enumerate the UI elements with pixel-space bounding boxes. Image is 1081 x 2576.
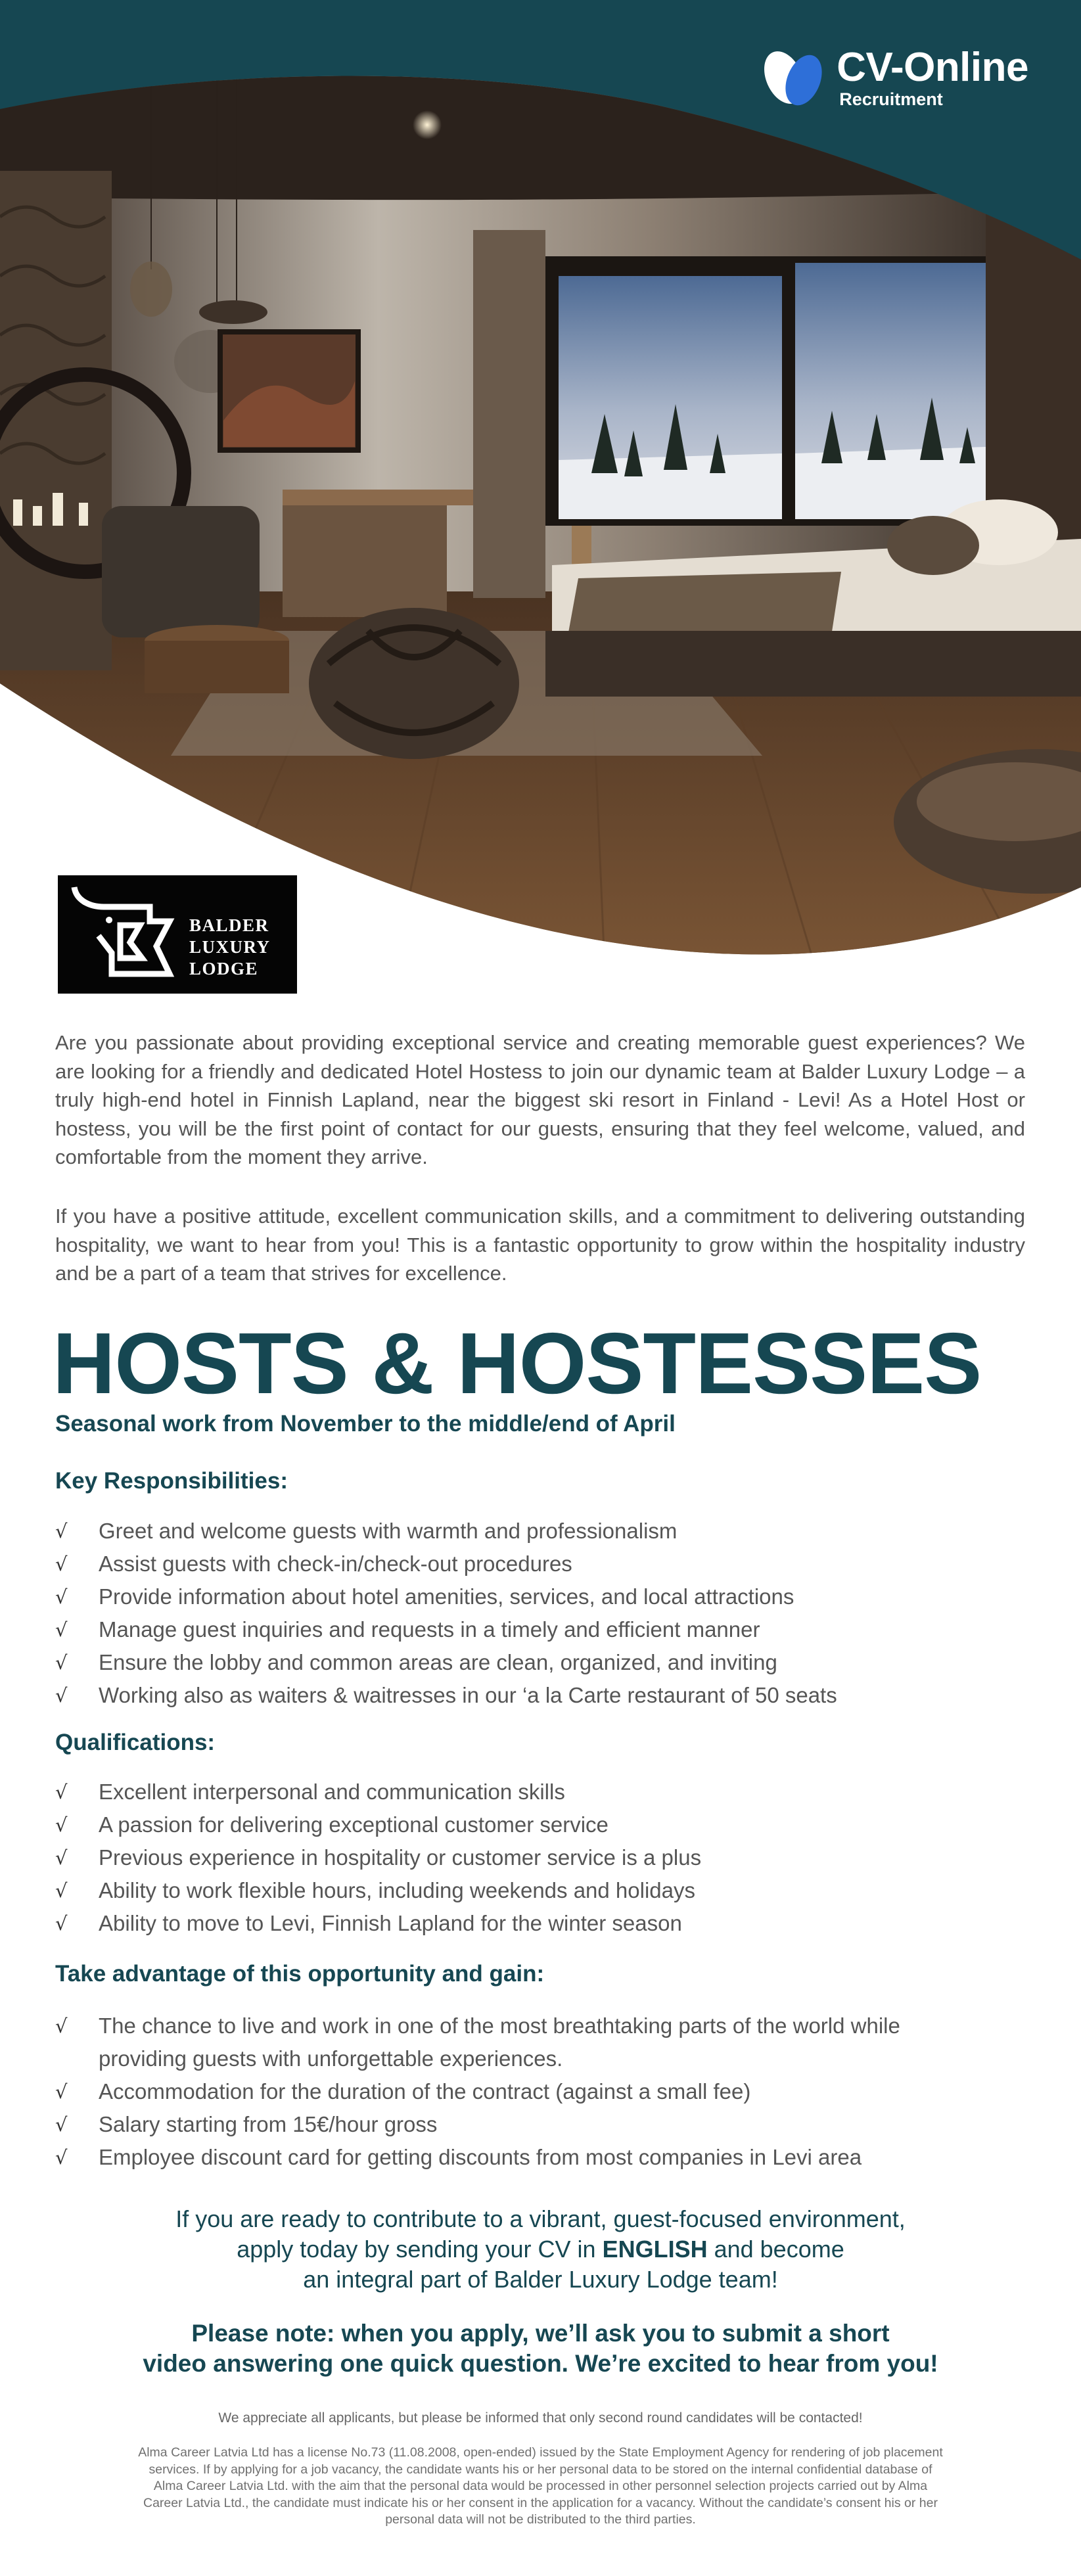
responsibilities-heading: Key Responsibilities:	[55, 1468, 288, 1494]
list-item-text: Ability to work flexible hours, including weekends and holidays	[99, 1878, 695, 1902]
video-note	[0, 2318, 1081, 2379]
list-item	[55, 1580, 988, 1613]
intro-paragraph-2: If you have a positive attitude, excellent communication skills, and a commitment to delivering outstanding hospitality, we want to hear from you! This is a fantastic opportunity to grow within the hospitality industry and be a part of a team that strives for excellence.	[55, 1205, 1025, 1285]
list-item	[55, 2108, 988, 2141]
list-item-text: Previous experience in hospitality or customer service is a plus	[99, 1845, 702, 1870]
brand-name: CV-Online	[837, 45, 1028, 90]
list-item-text: Accommodation for the duration of the contract (against a small fee)	[99, 2079, 751, 2104]
legal-line-1: Alma Career Latvia Ltd has a license No.73 (11.08.2008, open-ended) issued by the State Employment Agency for rendering of job placement	[138, 2445, 943, 2460]
check-icon: √	[55, 1814, 68, 1836]
job-title: HOSTS & HOSTESSES	[53, 1315, 982, 1412]
list-item	[55, 1515, 988, 1548]
list-item	[55, 1874, 988, 1907]
lodge-logo-line-2: LUXURY	[189, 937, 271, 957]
list-item-text: Working also as waiters & waitresses in our ‘a la Carte restaurant of 50 seats	[99, 1683, 837, 1707]
check-icon: √	[55, 1684, 68, 1707]
list-item-text: A passion for delivering exceptional customer service	[99, 1812, 609, 1837]
qualifications-heading: Qualifications:	[55, 1730, 216, 1755]
lodge-logo-line-3: LODGE	[189, 959, 259, 978]
balder-lodge-logo	[58, 875, 297, 994]
list-item	[55, 1841, 988, 1874]
cta-line-1: If you are ready to contribute to a vibrant, guest-focused environment,	[175, 2205, 906, 2232]
list-item-text: Greet and welcome guests with warmth and professionalism	[99, 1519, 678, 1543]
benefits-heading: Take advantage of this opportunity and gain:	[55, 1961, 545, 1987]
legal-line-2: services. If by applying for a job vacancy, the candidate wants his or her personal data to be stored on the internal confidential database of	[149, 2462, 932, 2477]
legal-disclaimer	[72, 2445, 1009, 2529]
applicants-notice: We appreciate all applicants, but please be informed that only second round candidates will be contacted!	[218, 2410, 863, 2426]
list-item	[55, 2010, 988, 2075]
list-item	[55, 1613, 988, 1646]
check-icon: √	[55, 1912, 68, 1935]
list-item	[55, 2141, 988, 2174]
cv-online-mark-icon	[762, 46, 827, 109]
note-line-2: video answering one quick question. We’re excited to hear from you!	[143, 2350, 938, 2377]
list-item-text: Assist guests with check-in/check-out procedures	[99, 1552, 572, 1576]
check-icon: √	[55, 1847, 68, 1869]
check-icon: √	[55, 1553, 68, 1575]
list-item	[55, 2075, 988, 2108]
check-icon: √	[55, 2113, 68, 2136]
list-item-text: Provide information about hotel amenities, services, and local attractions	[99, 1584, 794, 1609]
list-item	[55, 1646, 988, 1679]
check-icon: √	[55, 1879, 68, 1902]
list-item-text: Ensure the lobby and common areas are clean, organized, and inviting	[99, 1650, 777, 1674]
legal-line-4: Career Latvia Ltd., the candidate must indicate his or her consent in the application for a vacancy. Without the candidate’s consent his or her	[143, 2495, 938, 2510]
hero-image	[0, 0, 1081, 966]
check-icon: √	[55, 1781, 68, 1803]
list-item	[55, 1907, 988, 1940]
job-subtitle: Seasonal work from November to the middle/end of April	[55, 1411, 676, 1437]
list-item-text: Salary starting from 15€/hour gross	[99, 2112, 438, 2136]
cta-text	[0, 2204, 1081, 2295]
intro-paragraph-1: Are you passionate about providing exceptional service and creating memorable guest experiences? We are looking for a friendly and dedicated Hotel Hostess to join our dynamic team at Balder Luxury Lodge – a truly high-end hotel in Finnish Lapland, near the biggest ski resort in Finland - Levi! As a Hotel Host or hostess, you will be the first point of contact for our guests, ensuring that they feel welcome, valued, and comfortable from the moment they arrive.	[55, 1031, 1025, 1168]
benefits-list	[55, 2010, 988, 2174]
list-item	[55, 1548, 988, 1580]
list-item-text: Employee discount card for getting discounts from most companies in Levi area	[99, 2145, 862, 2169]
check-icon: √	[55, 1520, 68, 1542]
brand-subtitle: Recruitment	[839, 89, 943, 109]
check-icon: √	[55, 2081, 68, 2103]
cta-line-2-start: apply today by sending your CV in	[237, 2236, 603, 2263]
check-icon: √	[55, 1619, 68, 1641]
list-item-text: Ability to move to Levi, Finnish Lapland for the winter season	[99, 1911, 682, 1935]
list-item-text: Excellent interpersonal and communication skills	[99, 1780, 565, 1804]
list-item-text: Manage guest inquiries and requests in a timely and efficient manner	[99, 1617, 760, 1642]
responsibilities-list	[55, 1515, 988, 1712]
list-item-text: The chance to live and work in one of the most breathtaking parts of the world while providing guests with unforgettable experiences.	[99, 2013, 900, 2071]
check-icon: √	[55, 1586, 68, 1608]
qualifications-list	[55, 1776, 988, 1940]
note-line-1: Please note: when you apply, we’ll ask you to submit a short	[191, 2320, 890, 2347]
list-item	[55, 1776, 988, 1808]
check-icon: √	[55, 2015, 68, 2037]
balder-mark-icon	[58, 875, 189, 994]
cta-english-emphasis: ENGLISH	[602, 2236, 708, 2263]
cv-online-logo	[762, 46, 1028, 109]
check-icon: √	[55, 1651, 68, 1674]
cta-line-3: an integral part of Balder Luxury Lodge team!	[303, 2266, 778, 2293]
legal-line-5: personal data will not be distributed to the third parties.	[385, 2512, 696, 2527]
lodge-logo-line-1: BALDER	[189, 915, 269, 935]
cta-line-2-end: and become	[707, 2236, 844, 2263]
check-icon: √	[55, 2146, 68, 2169]
legal-line-3: Alma Career Latvia Ltd. with the aim that the personal data would be processed in other personnel selection projects carried out by Alma	[153, 2479, 928, 2493]
list-item	[55, 1808, 988, 1841]
list-item	[55, 1679, 988, 1712]
